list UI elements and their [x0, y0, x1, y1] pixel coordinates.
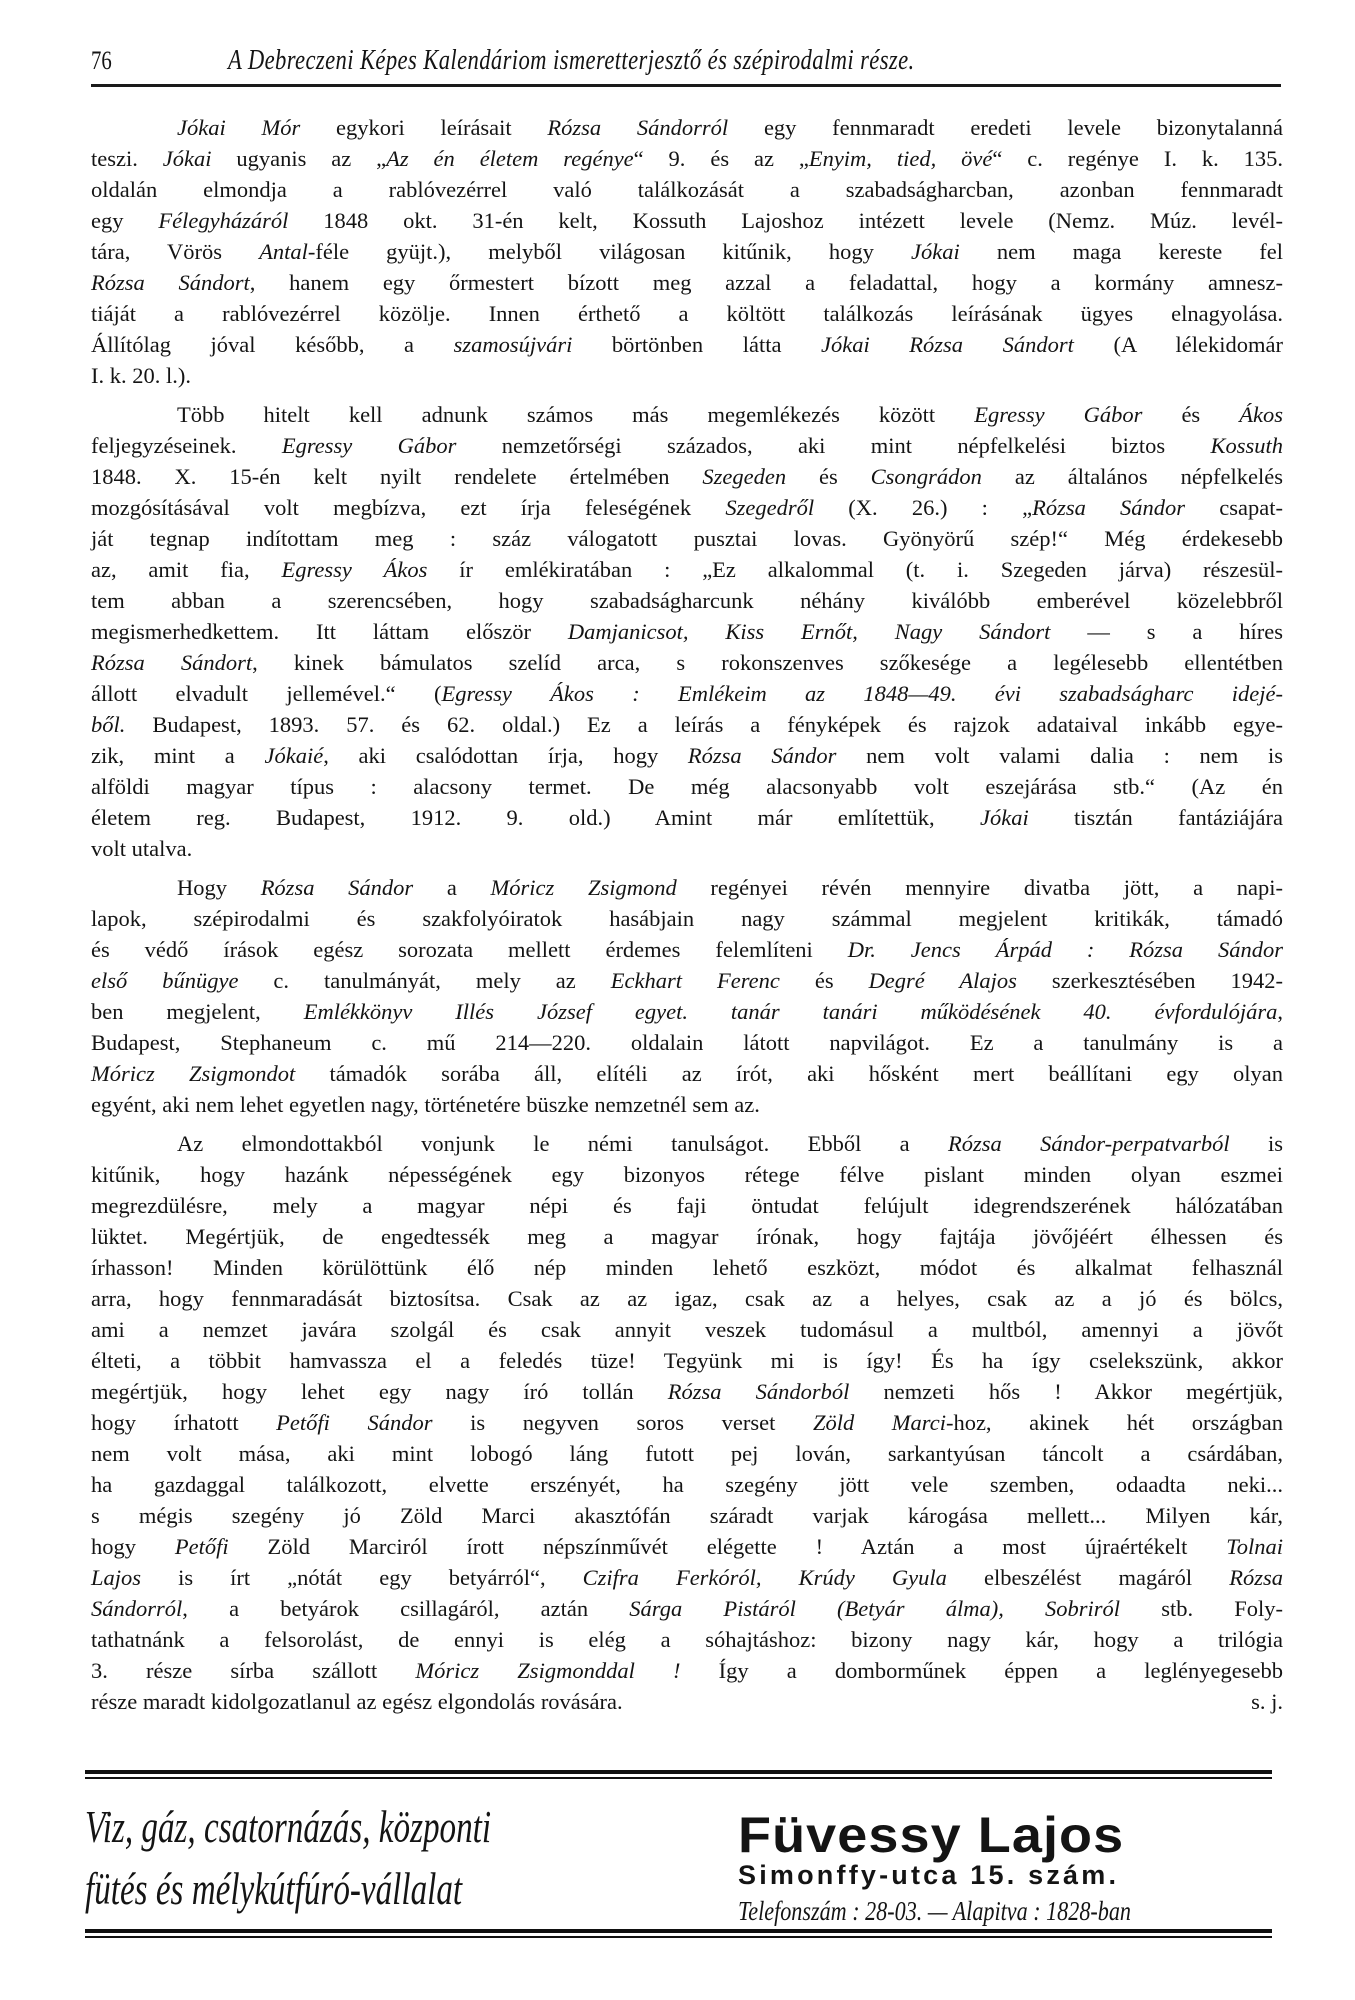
italic-text-run: Tolnai [1226, 1534, 1283, 1559]
italic-text-run: Damjanicsot, Kiss Ernőt, Nagy Sándort [567, 619, 1051, 644]
text-run: is negyven soros verset [432, 1410, 813, 1435]
text-run: , kinek bámulatos szelíd arca, s rokonszenves szőkesége a legélesebb ellentétben [252, 650, 1284, 675]
text-run: állott elvadult jellemével.“ ( [91, 681, 442, 706]
text-run: Így a domborműnek éppen a leglényegesebb [680, 1658, 1283, 1683]
text-run: stb. Foly- [1120, 1596, 1284, 1621]
text-run: hogy írhatott [91, 1410, 277, 1435]
italic-text-run: Egressy Ákos : Emlékeim az 1848—49. évi szabadságharc idejé- [441, 681, 1283, 706]
italic-text-run: Rózsa Sándort [91, 270, 250, 295]
italic-text-run: Rózsa Sándor [687, 743, 837, 768]
text-run: Budapest, Stephaneum c. mű 214—220. oldalain látott napvilágot. Ez a tanulmány is a [91, 1030, 1283, 1055]
text-run: tem abban a szerencsében, hogy szabadságharcunk néhány kiválóbb emberével közelebbről [91, 588, 1283, 613]
text-run: megismerhedkettem. Itt láttam először [91, 619, 568, 644]
text-line [91, 903, 1283, 934]
italic-text-run: Jókai [979, 805, 1029, 830]
italic-text-run: Jókaié [264, 743, 324, 768]
text-run: egy fennmaradt eredeti levele bizonytalanná [728, 115, 1283, 140]
text-line [91, 709, 1283, 740]
article-body [91, 112, 1283, 1725]
italic-text-run: Szegeden [702, 464, 787, 489]
italic-text-run: Félegyházáról [158, 208, 289, 233]
paragraph [91, 872, 1283, 1120]
text-run: a [413, 875, 491, 900]
italic-text-run: szamosújvári [453, 332, 573, 357]
text-run: elbeszélést magáról [946, 1565, 1230, 1590]
text-run: 1848 okt. 31-én kelt, Kossuth Lajoshoz intézett levele (Nemz. Múz. levél- [288, 208, 1283, 233]
text-run: — s a híres [1050, 619, 1283, 644]
italic-text-run: Rózsa Sándor-perpatvarból [948, 1131, 1230, 1156]
text-run: , hanem egy őrmestert bízott meg azzal a feladattal, hogy a kormány amnesz- [249, 270, 1283, 295]
italic-text-run: Rózsa Sándor [1032, 495, 1186, 520]
text-run: szerkesztésében 1942- [1016, 968, 1283, 993]
text-line [91, 492, 1283, 523]
italic-text-run: Sándorról [91, 1596, 183, 1621]
running-header-title: A Debreczeni Képes Kalendáriom ismeretterjesztő és szépirodalmi része. [228, 44, 915, 76]
italic-text-run: Rózsa Sándor [260, 875, 414, 900]
text-run: ját tegnap indítottam meg : száz válogatott pusztai lovas. Gyönyörű szép!“ Még érdekesebb [91, 526, 1283, 551]
italic-text-run: Az én életem regénye [386, 146, 634, 171]
text-run: ha gazdaggal találkozott, elvette erszényét, ha szegény jött vele szemben, odaadta neki... [91, 1472, 1283, 1497]
italic-text-run: Dr. Jencs Árpád : Rózsa Sándor [847, 937, 1283, 962]
text-line [91, 678, 1283, 709]
text-line [91, 1531, 1283, 1562]
italic-text-run: Csongrádon [870, 464, 982, 489]
text-run: ami a nemzet javára szolgál és csak annyit veszek tudomásul a multból, amennyi a jövőt [91, 1317, 1283, 1342]
text-run: feljegyzéseinek. [91, 433, 282, 458]
ad-address: Simonffy-utca 15. szám. [738, 1860, 1120, 1890]
paragraph [91, 1128, 1283, 1717]
ad-top-rule [85, 1770, 1272, 1779]
text-line [91, 1027, 1283, 1058]
text-run: egy [91, 208, 159, 233]
text-line [91, 996, 1283, 1027]
text-line [91, 1655, 1283, 1686]
italic-text-run: Móricz Zsigmond [490, 875, 677, 900]
text-run: tisztán fantáziájára [1028, 805, 1283, 830]
text-line [91, 1190, 1283, 1221]
italic-text-run: Rózsa Sándorból [667, 1379, 850, 1404]
text-run: az általános népfelkelés [981, 464, 1284, 489]
text-run: életem reg. Budapest, 1912. 9. old.) Amint már említettük, [91, 805, 980, 830]
text-line [91, 554, 1283, 585]
text-run: egykori leírásait [300, 115, 548, 140]
text-run: lapok, szépirodalmi és szakfolyóiratok hasábjain nagy számmal megjelent kritikák, támadó [91, 906, 1283, 931]
text-run: 1848. X. 15-én kelt nyilt rendelete értelmében [91, 464, 703, 489]
italic-text-run: Jókai Mór [177, 115, 301, 140]
italic-text-run: Zöld Marci [812, 1410, 946, 1435]
text-run: zik, mint a [91, 743, 265, 768]
text-line [91, 1058, 1283, 1089]
text-run: megértjük, hogy lehet egy nagy író tollán [91, 1379, 668, 1404]
text-line [91, 174, 1283, 205]
paragraph [91, 112, 1283, 391]
text-run: Hogy [177, 875, 261, 900]
text-run: tára, Vörös [91, 239, 260, 264]
text-line [91, 1345, 1283, 1376]
text-line [91, 802, 1283, 833]
text-run: 3. része sírba szállott [91, 1658, 416, 1683]
italic-text-run: Rózsa [1229, 1565, 1283, 1590]
text-line [91, 399, 1283, 430]
italic-text-run: Emlékkönyv Illés József egyet. tanár tanári működésének 40. évfordulójára [303, 999, 1278, 1024]
text-line [91, 1376, 1283, 1407]
italic-text-run: Jókai Rózsa Sándort [821, 332, 1074, 357]
paragraph [91, 399, 1283, 864]
text-run: nem volt mása, aki mint lobogó láng futott pej lován, sarkantyúsan táncolt a csárdában, [91, 1441, 1283, 1466]
text-line [91, 523, 1283, 554]
text-line [91, 647, 1283, 678]
text-line [91, 1686, 1283, 1717]
italic-text-run: Móricz Zsigmondot [91, 1061, 296, 1086]
text-run: arra, hogy fennmaradását biztosítsa. Csak az az igaz, csak az a helyes, csak az a jó és bölcs, [91, 1286, 1283, 1311]
text-run: alföldi magyar típus : alacsony termet. De még alacsonyabb volt eszejárása stb.“ (Az én [91, 774, 1283, 799]
text-run: Több hitelt kell adnunk számos más megemlékezés között [177, 402, 975, 427]
text-run: és [779, 968, 869, 993]
text-line [91, 236, 1283, 267]
page-number: 76 [91, 46, 112, 75]
italic-text-run: Egressy Ákos [281, 557, 428, 582]
text-line [91, 833, 1283, 864]
text-run: tathatnánk a felsorolást, de ennyi is elég a sóhajtáshoz: bizony nagy kár, hogy a trilógia [91, 1627, 1283, 1652]
text-line [91, 1562, 1283, 1593]
text-line [91, 965, 1283, 996]
italic-text-run: első bűnügye [91, 968, 239, 993]
text-run: , aki csalódottan írja, hogy [323, 743, 688, 768]
text-run: -hoz, akinek hét országban [945, 1410, 1284, 1435]
text-run: egyént, aki nem lehet egyetlen nagy, történetére büszke nemzetnél sem az. [91, 1092, 760, 1117]
text-line [91, 1252, 1283, 1283]
text-line [91, 329, 1283, 360]
text-run: is [1229, 1131, 1283, 1156]
header-rule [91, 84, 1281, 87]
text-line [91, 1314, 1283, 1345]
ad-bottom-rule [85, 1929, 1272, 1938]
text-run: és védő írások egész sorozata mellett érdemes felemlíteni [91, 937, 848, 962]
text-run: oldalán elmondja a rablóvezérrel való találkozását a szabadságharcban, azonban fennmaradt [91, 177, 1283, 202]
italic-text-run: Antal [259, 239, 308, 264]
text-line [91, 1159, 1283, 1190]
text-run: és [1142, 402, 1240, 427]
italic-text-run: Rózsa Sándort [91, 650, 253, 675]
italic-text-run: Eckhart Ferenc [610, 968, 780, 993]
text-line [91, 1469, 1283, 1500]
text-line [91, 934, 1283, 965]
text-run: c. tanulmányát, mely az [238, 968, 611, 993]
text-line [91, 360, 1283, 391]
text-run: nemzetőrségi százados, aki mint népfelkelési biztos [456, 433, 1211, 458]
italic-text-run: Ákos [1239, 402, 1283, 427]
text-run: volt utalva. [91, 836, 193, 861]
text-run: kitűnik, hogy hazánk népességének egy bizonyos rétege félve pislant minden olyan eszmei [91, 1162, 1283, 1187]
text-run: Állítólag jóval később, a [91, 332, 454, 357]
text-line [91, 1593, 1283, 1624]
text-line [91, 1438, 1283, 1469]
italic-text-run: Egressy Gábor [281, 433, 457, 458]
italic-text-run: ből. [91, 712, 126, 737]
text-line [91, 461, 1283, 492]
text-run: regényei révén mennyire divatba jött, a napi- [676, 875, 1283, 900]
text-line [91, 1128, 1283, 1159]
text-line [91, 1624, 1283, 1655]
text-run: -féle gyüjt.), melyből világosan kitűnik, hogy [307, 239, 911, 264]
text-run: nem volt valami dalia : nem is [836, 743, 1283, 768]
text-line [91, 740, 1283, 771]
text-line [91, 585, 1283, 616]
italic-text-run: Jókai [162, 146, 212, 171]
text-run: “ 9. és az „ [633, 146, 809, 171]
text-run: élteti, a többit hamvassza el a feledés tüze! Tegyünk mi is így! És ha így cselekszünk, akkor [91, 1348, 1283, 1373]
text-run: támadók sorába áll, elítéli az írót, aki hősként mert beállítani egy olyan [295, 1061, 1284, 1086]
text-line [91, 205, 1283, 236]
text-run: ben megjelent, [91, 999, 304, 1024]
italic-text-run: Petőfi [174, 1534, 229, 1559]
italic-text-run: Czifra Ferkóról, Krúdy Gyula [582, 1565, 947, 1590]
text-run: (A lélekidomár [1073, 332, 1283, 357]
text-run: és [786, 464, 871, 489]
text-run: I. k. 20. l.). [91, 363, 191, 388]
text-line [91, 298, 1283, 329]
text-run: hogy [91, 1534, 175, 1559]
text-run: nem maga kereste fel [959, 239, 1284, 264]
text-run: az, amit fia, [91, 557, 282, 582]
text-run: megrezdülésre, mely a magyar népi és faji öntudat felújult idegrendszerének hálózatában [91, 1193, 1283, 1218]
text-run: , [1277, 999, 1283, 1024]
text-run: lüktet. Megértjük, de engedtessék meg a magyar írónak, hogy fajtája jövőjéért élhessen és [91, 1224, 1283, 1249]
italic-text-run: Szegedről [725, 495, 815, 520]
ad-services-line-2: fütés és mélykútfúró-vállalat [85, 1863, 463, 1914]
italic-text-run: Petőfi Sándor [276, 1410, 433, 1435]
text-line [91, 430, 1283, 461]
italic-text-run: Lajos [91, 1565, 142, 1590]
text-line [91, 1089, 1283, 1120]
italic-text-run: Enyim, tied, övé [808, 146, 993, 171]
text-line [91, 1500, 1283, 1531]
author-signature: s. j. [1251, 1689, 1283, 1714]
ad-company-name: Füvessy Lajos [738, 1807, 1125, 1863]
text-run: ugyanis az „ [211, 146, 387, 171]
text-run: tiáját a rablóvezérrel közölje. Innen érthető a költött találkozás leírásának ügyes elnagyolása. [91, 301, 1283, 326]
text-line [91, 616, 1283, 647]
italic-text-run: Sárga Pistáról (Betyár álma), Sobriról [629, 1596, 1121, 1621]
italic-text-run: Degré Alajos [868, 968, 1017, 993]
text-run: csapat- [1185, 495, 1283, 520]
text-run: , a betyárok csillagáról, aztán [182, 1596, 630, 1621]
text-run: “ c. regénye I. k. 135. [992, 146, 1283, 171]
text-run: ír emlékiratában : „Ez alkalommal (t. i. Szegeden járva) részesül- [427, 557, 1284, 582]
italic-text-run: Jókai [911, 239, 960, 264]
italic-text-run: Rózsa Sándorról [547, 115, 729, 140]
text-line [91, 143, 1283, 174]
italic-text-run: Kossuth [1210, 433, 1284, 458]
text-line [91, 1407, 1283, 1438]
text-run: írhasson! Minden körülöttünk élő nép minden lehető eszközt, módot és alkalmat felhasznál [91, 1255, 1283, 1280]
text-line [91, 112, 1283, 143]
text-run: mozgósításával volt megbízva, ezt írja feleségének [91, 495, 726, 520]
italic-text-run: Móricz Zsigmonddal ! [415, 1658, 681, 1683]
text-run: börtönben látta [572, 332, 822, 357]
text-line [91, 1221, 1283, 1252]
text-line [91, 267, 1283, 298]
text-run: s mégis szegény jó Zöld Marci akasztófán száradt varjak károgása mellett... Milyen kár, [91, 1503, 1283, 1528]
text-line [91, 872, 1283, 903]
text-line [91, 771, 1283, 802]
text-run: Az elmondottakból vonjunk le némi tanulságot. Ebből a [177, 1131, 948, 1156]
text-run: teszi. [91, 146, 163, 171]
text-run: Budapest, 1893. 57. és 62. oldal.) Ez a leírás a fényképek és rajzok adataival inkább egye- [125, 712, 1283, 737]
ad-phone-founded: Telefonszám : 28-03. — Alapitva : 1828-ban [738, 1896, 1131, 1926]
italic-text-run: Egressy Gábor [974, 402, 1143, 427]
ad-services-line-1: Viz, gáz, csatornázás, központi [85, 1801, 492, 1852]
text-run: nemzeti hős ! Akkor megértjük, [849, 1379, 1283, 1404]
text-line [91, 1283, 1283, 1314]
text-run: Zöld Marciról írott népszínművét elégette ! Aztán a most újraértékelt [228, 1534, 1227, 1559]
text-run: része maradt kidolgozatlanul az egész elgondolás rovására. [91, 1689, 623, 1714]
text-run: is írt „nótát egy betyárról“, [141, 1565, 583, 1590]
text-run: (X. 26.) : „ [814, 495, 1033, 520]
